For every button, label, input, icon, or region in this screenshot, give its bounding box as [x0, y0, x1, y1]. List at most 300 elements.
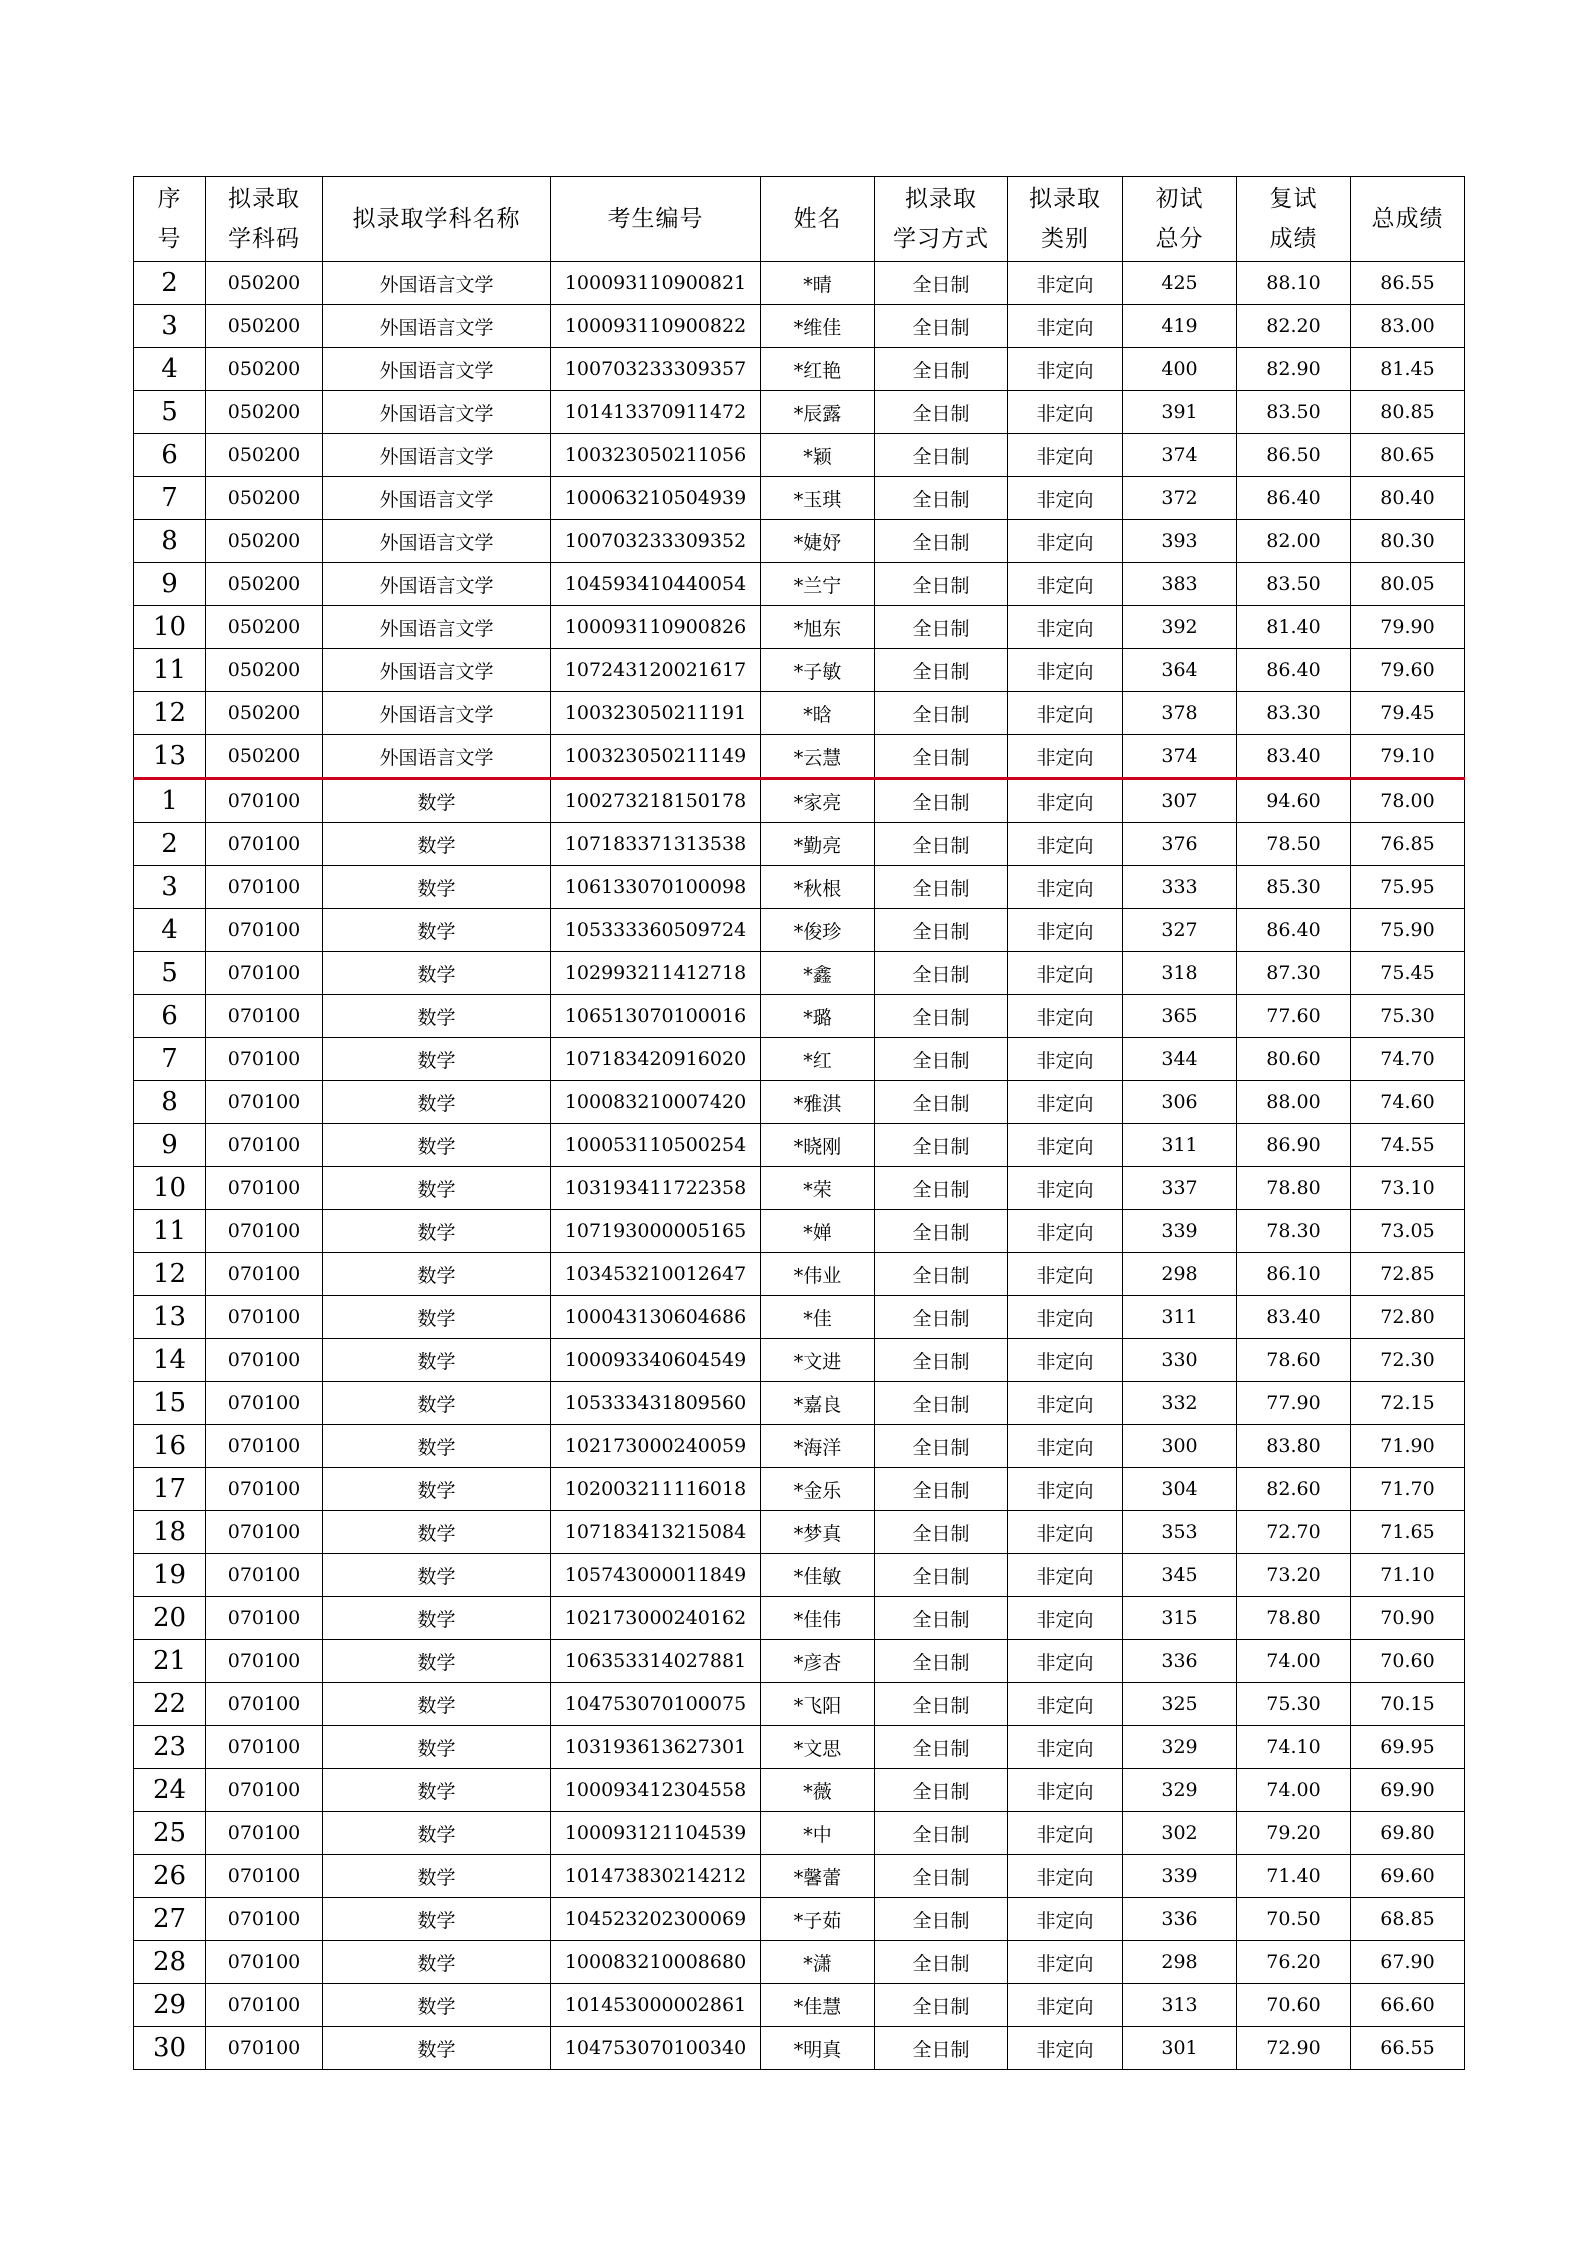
cell-candidate-id: 100063210504939 [551, 477, 761, 520]
cell-name: *维佳 [761, 305, 875, 348]
cell-prelim-score: 392 [1123, 606, 1237, 649]
cell-name: *旭东 [761, 606, 875, 649]
cell-subject-name: 外国语言文学 [323, 391, 551, 434]
header-category-line: 类别 [1041, 226, 1089, 252]
cell-candidate-id: 107183420916020 [551, 1038, 761, 1081]
cell-prelim-score: 311 [1123, 1124, 1237, 1167]
cell-prelim-score: 378 [1123, 692, 1237, 735]
cell-total-score: 79.90 [1351, 606, 1465, 649]
cell-study-mode: 全日制 [875, 823, 1008, 866]
cell-retest-score: 70.50 [1237, 1898, 1351, 1941]
cell-subject-code: 070100 [206, 1296, 323, 1339]
cell-seq: 26 [134, 1855, 206, 1898]
cell-retest-score: 83.50 [1237, 391, 1351, 434]
cell-retest-score: 86.90 [1237, 1124, 1351, 1167]
cell-total-score: 75.90 [1351, 909, 1465, 952]
cell-subject-name: 外国语言文学 [323, 477, 551, 520]
cell-candidate-id: 107193000005165 [551, 1210, 761, 1253]
cell-subject-code: 070100 [206, 1511, 323, 1554]
cell-study-mode: 全日制 [875, 1597, 1008, 1640]
header-study-mode [875, 177, 1008, 262]
cell-seq: 12 [134, 1253, 206, 1296]
cell-name: *佳慧 [761, 1984, 875, 2027]
cell-name: *家亮 [761, 779, 875, 823]
cell-subject-name: 数学 [323, 1640, 551, 1683]
cell-study-mode: 全日制 [875, 735, 1008, 779]
table-body [134, 262, 1465, 2070]
cell-retest-score: 83.80 [1237, 1425, 1351, 1468]
cell-study-mode: 全日制 [875, 1124, 1008, 1167]
cell-total-score: 69.60 [1351, 1855, 1465, 1898]
cell-candidate-id: 100703233309357 [551, 348, 761, 391]
cell-subject-code: 070100 [206, 1081, 323, 1124]
cell-subject-name: 外国语言文学 [323, 692, 551, 735]
cell-name: *晴 [761, 262, 875, 305]
cell-category: 非定向 [1008, 1124, 1123, 1167]
cell-category: 非定向 [1008, 1726, 1123, 1769]
cell-name: *子茹 [761, 1898, 875, 1941]
cell-total-score: 72.85 [1351, 1253, 1465, 1296]
cell-subject-code: 070100 [206, 1425, 323, 1468]
cell-subject-name: 外国语言文学 [323, 606, 551, 649]
cell-category: 非定向 [1008, 1468, 1123, 1511]
cell-prelim-score: 300 [1123, 1425, 1237, 1468]
header-prelim-score-line: 初试 [1155, 186, 1204, 212]
cell-seq: 6 [134, 995, 206, 1038]
cell-name: *伟业 [761, 1253, 875, 1296]
cell-category: 非定向 [1008, 866, 1123, 909]
cell-retest-score: 79.20 [1237, 1812, 1351, 1855]
cell-study-mode: 全日制 [875, 1898, 1008, 1941]
cell-subject-code: 050200 [206, 735, 323, 779]
cell-seq: 5 [134, 391, 206, 434]
header-candidate-id [551, 177, 761, 262]
cell-prelim-score: 315 [1123, 1597, 1237, 1640]
cell-study-mode: 全日制 [875, 1640, 1008, 1683]
cell-name: *红艳 [761, 348, 875, 391]
cell-subject-code: 070100 [206, 1855, 323, 1898]
cell-subject-name: 数学 [323, 909, 551, 952]
cell-study-mode: 全日制 [875, 1855, 1008, 1898]
cell-seq: 10 [134, 1167, 206, 1210]
header-row [134, 177, 1465, 262]
cell-subject-name: 外国语言文学 [323, 520, 551, 563]
cell-retest-score: 82.60 [1237, 1468, 1351, 1511]
cell-seq: 23 [134, 1726, 206, 1769]
cell-subject-name: 外国语言文学 [323, 305, 551, 348]
cell-subject-name: 数学 [323, 1253, 551, 1296]
table-row [134, 1167, 1465, 1210]
cell-category: 非定向 [1008, 1683, 1123, 1726]
table-row [134, 1640, 1465, 1683]
cell-total-score: 71.65 [1351, 1511, 1465, 1554]
cell-category: 非定向 [1008, 735, 1123, 779]
cell-category: 非定向 [1008, 1081, 1123, 1124]
cell-subject-code: 070100 [206, 1683, 323, 1726]
cell-prelim-score: 318 [1123, 952, 1237, 995]
cell-retest-score: 86.50 [1237, 434, 1351, 477]
cell-subject-name: 数学 [323, 1812, 551, 1855]
cell-category: 非定向 [1008, 348, 1123, 391]
cell-prelim-score: 353 [1123, 1511, 1237, 1554]
cell-prelim-score: 333 [1123, 866, 1237, 909]
cell-seq: 30 [134, 2027, 206, 2070]
table-row [134, 1124, 1465, 1167]
table-row [134, 1339, 1465, 1382]
cell-category: 非定向 [1008, 1296, 1123, 1339]
cell-category: 非定向 [1008, 1425, 1123, 1468]
table-row [134, 262, 1465, 305]
cell-category: 非定向 [1008, 779, 1123, 823]
cell-subject-code: 050200 [206, 391, 323, 434]
cell-subject-name: 数学 [323, 1984, 551, 2027]
cell-candidate-id: 100093110900826 [551, 606, 761, 649]
header-retest-score [1237, 177, 1351, 262]
cell-total-score: 81.45 [1351, 348, 1465, 391]
cell-prelim-score: 330 [1123, 1339, 1237, 1382]
cell-candidate-id: 100323050211191 [551, 692, 761, 735]
cell-study-mode: 全日制 [875, 1210, 1008, 1253]
table-row [134, 1554, 1465, 1597]
table-row [134, 952, 1465, 995]
table-row [134, 391, 1465, 434]
cell-total-score: 66.60 [1351, 1984, 1465, 2027]
cell-prelim-score: 425 [1123, 262, 1237, 305]
cell-seq: 11 [134, 1210, 206, 1253]
cell-subject-name: 外国语言文学 [323, 649, 551, 692]
cell-name: *婕妤 [761, 520, 875, 563]
cell-total-score: 73.10 [1351, 1167, 1465, 1210]
header-subject-name-line: 拟录取学科名称 [352, 206, 521, 232]
cell-name: *俊珍 [761, 909, 875, 952]
cell-candidate-id: 102173000240162 [551, 1597, 761, 1640]
cell-category: 非定向 [1008, 823, 1123, 866]
cell-name: *馨蕾 [761, 1855, 875, 1898]
cell-seq: 11 [134, 649, 206, 692]
cell-seq: 28 [134, 1941, 206, 1984]
header-subject-code-line: 学科码 [228, 226, 300, 252]
cell-seq: 3 [134, 305, 206, 348]
cell-name: *潇 [761, 1941, 875, 1984]
cell-name: *荣 [761, 1167, 875, 1210]
cell-prelim-score: 400 [1123, 348, 1237, 391]
cell-seq: 7 [134, 1038, 206, 1081]
cell-candidate-id: 101473830214212 [551, 1855, 761, 1898]
cell-candidate-id: 105743000011849 [551, 1554, 761, 1597]
cell-retest-score: 85.30 [1237, 866, 1351, 909]
cell-total-score: 80.65 [1351, 434, 1465, 477]
cell-subject-code: 070100 [206, 1941, 323, 1984]
cell-subject-code: 070100 [206, 1812, 323, 1855]
cell-candidate-id: 104753070100075 [551, 1683, 761, 1726]
cell-total-score: 83.00 [1351, 305, 1465, 348]
table-row [134, 735, 1465, 779]
cell-category: 非定向 [1008, 2027, 1123, 2070]
cell-subject-code: 070100 [206, 1769, 323, 1812]
cell-name: *璐 [761, 995, 875, 1038]
table-row [134, 606, 1465, 649]
cell-category: 非定向 [1008, 1855, 1123, 1898]
cell-candidate-id: 105333431809560 [551, 1382, 761, 1425]
cell-study-mode: 全日制 [875, 779, 1008, 823]
cell-subject-name: 数学 [323, 779, 551, 823]
cell-total-score: 69.95 [1351, 1726, 1465, 1769]
cell-candidate-id: 104593410440054 [551, 563, 761, 606]
cell-subject-code: 070100 [206, 1038, 323, 1081]
cell-retest-score: 78.80 [1237, 1167, 1351, 1210]
table-row [134, 1382, 1465, 1425]
cell-retest-score: 80.60 [1237, 1038, 1351, 1081]
cell-retest-score: 72.90 [1237, 2027, 1351, 2070]
cell-subject-code: 070100 [206, 1726, 323, 1769]
cell-category: 非定向 [1008, 434, 1123, 477]
cell-candidate-id: 100093110900822 [551, 305, 761, 348]
header-prelim-score [1123, 177, 1237, 262]
cell-total-score: 79.60 [1351, 649, 1465, 692]
cell-subject-code: 070100 [206, 1468, 323, 1511]
cell-study-mode: 全日制 [875, 1511, 1008, 1554]
cell-category: 非定向 [1008, 909, 1123, 952]
cell-retest-score: 87.30 [1237, 952, 1351, 995]
cell-seq: 19 [134, 1554, 206, 1597]
cell-subject-code: 070100 [206, 1382, 323, 1425]
cell-prelim-score: 337 [1123, 1167, 1237, 1210]
cell-prelim-score: 298 [1123, 1941, 1237, 1984]
cell-subject-name: 数学 [323, 1081, 551, 1124]
table-row [134, 1683, 1465, 1726]
cell-seq: 7 [134, 477, 206, 520]
cell-seq: 9 [134, 1124, 206, 1167]
cell-prelim-score: 329 [1123, 1769, 1237, 1812]
cell-total-score: 75.30 [1351, 995, 1465, 1038]
cell-seq: 4 [134, 348, 206, 391]
cell-retest-score: 82.90 [1237, 348, 1351, 391]
cell-name: *颖 [761, 434, 875, 477]
cell-study-mode: 全日制 [875, 1554, 1008, 1597]
cell-subject-name: 外国语言文学 [323, 735, 551, 779]
cell-subject-code: 070100 [206, 909, 323, 952]
table-row [134, 866, 1465, 909]
cell-name: *梦真 [761, 1511, 875, 1554]
cell-study-mode: 全日制 [875, 1339, 1008, 1382]
cell-total-score: 66.55 [1351, 2027, 1465, 2070]
cell-name: *明真 [761, 2027, 875, 2070]
header-subject-name [323, 177, 551, 262]
cell-seq: 12 [134, 692, 206, 735]
cell-total-score: 74.55 [1351, 1124, 1465, 1167]
cell-seq: 2 [134, 262, 206, 305]
cell-candidate-id: 102173000240059 [551, 1425, 761, 1468]
cell-total-score: 69.90 [1351, 1769, 1465, 1812]
cell-total-score: 80.85 [1351, 391, 1465, 434]
cell-total-score: 75.95 [1351, 866, 1465, 909]
cell-candidate-id: 103193411722358 [551, 1167, 761, 1210]
table-row [134, 779, 1465, 823]
cell-total-score: 80.40 [1351, 477, 1465, 520]
cell-study-mode: 全日制 [875, 434, 1008, 477]
cell-total-score: 72.15 [1351, 1382, 1465, 1425]
cell-subject-name: 数学 [323, 1726, 551, 1769]
cell-study-mode: 全日制 [875, 1425, 1008, 1468]
table-row [134, 692, 1465, 735]
cell-prelim-score: 376 [1123, 823, 1237, 866]
cell-seq: 3 [134, 866, 206, 909]
cell-retest-score: 86.10 [1237, 1253, 1351, 1296]
cell-category: 非定向 [1008, 1038, 1123, 1081]
cell-total-score: 71.90 [1351, 1425, 1465, 1468]
cell-candidate-id: 100083210008680 [551, 1941, 761, 1984]
cell-subject-code: 050200 [206, 520, 323, 563]
cell-retest-score: 76.20 [1237, 1941, 1351, 1984]
cell-prelim-score: 374 [1123, 434, 1237, 477]
table-row [134, 823, 1465, 866]
cell-subject-code: 070100 [206, 1124, 323, 1167]
cell-study-mode: 全日制 [875, 262, 1008, 305]
cell-prelim-score: 301 [1123, 2027, 1237, 2070]
cell-subject-name: 外国语言文学 [323, 434, 551, 477]
cell-subject-code: 070100 [206, 1898, 323, 1941]
cell-name: *金乐 [761, 1468, 875, 1511]
cell-subject-code: 070100 [206, 1640, 323, 1683]
cell-study-mode: 全日制 [875, 391, 1008, 434]
cell-name: *中 [761, 1812, 875, 1855]
cell-seq: 6 [134, 434, 206, 477]
cell-name: *雅淇 [761, 1081, 875, 1124]
cell-category: 非定向 [1008, 952, 1123, 995]
cell-subject-name: 数学 [323, 1554, 551, 1597]
cell-study-mode: 全日制 [875, 952, 1008, 995]
cell-subject-code: 070100 [206, 1597, 323, 1640]
cell-subject-code: 070100 [206, 2027, 323, 2070]
cell-total-score: 67.90 [1351, 1941, 1465, 1984]
cell-study-mode: 全日制 [875, 477, 1008, 520]
cell-name: *子敏 [761, 649, 875, 692]
cell-name: *婵 [761, 1210, 875, 1253]
table-row [134, 563, 1465, 606]
cell-prelim-score: 325 [1123, 1683, 1237, 1726]
table-header [134, 177, 1465, 262]
cell-total-score: 70.15 [1351, 1683, 1465, 1726]
header-study-mode-line: 学习方式 [893, 226, 989, 252]
table-row [134, 1511, 1465, 1554]
cell-retest-score: 77.60 [1237, 995, 1351, 1038]
cell-category: 非定向 [1008, 1253, 1123, 1296]
cell-seq: 17 [134, 1468, 206, 1511]
cell-retest-score: 78.80 [1237, 1597, 1351, 1640]
cell-subject-code: 050200 [206, 606, 323, 649]
cell-seq: 10 [134, 606, 206, 649]
cell-subject-code: 050200 [206, 563, 323, 606]
cell-total-score: 68.85 [1351, 1898, 1465, 1941]
cell-total-score: 79.45 [1351, 692, 1465, 735]
cell-candidate-id: 102993211412718 [551, 952, 761, 995]
header-study-mode-line: 拟录取 [905, 186, 977, 212]
header-retest-score-line: 复试 [1269, 186, 1318, 212]
cell-candidate-id: 100043130604686 [551, 1296, 761, 1339]
cell-retest-score: 78.60 [1237, 1339, 1351, 1382]
cell-total-score: 71.70 [1351, 1468, 1465, 1511]
header-category [1008, 177, 1123, 262]
table-row [134, 1855, 1465, 1898]
cell-study-mode: 全日制 [875, 2027, 1008, 2070]
cell-subject-name: 数学 [323, 1339, 551, 1382]
table-row [134, 1769, 1465, 1812]
cell-candidate-id: 104753070100340 [551, 2027, 761, 2070]
cell-study-mode: 全日制 [875, 1468, 1008, 1511]
cell-name: *彦杏 [761, 1640, 875, 1683]
cell-study-mode: 全日制 [875, 1984, 1008, 2027]
cell-seq: 25 [134, 1812, 206, 1855]
table-row [134, 1425, 1465, 1468]
header-subject-code-line: 拟录取 [228, 186, 300, 212]
cell-retest-score: 73.20 [1237, 1554, 1351, 1597]
cell-retest-score: 78.50 [1237, 823, 1351, 866]
cell-prelim-score: 364 [1123, 649, 1237, 692]
cell-candidate-id: 100093412304558 [551, 1769, 761, 1812]
cell-total-score: 78.00 [1351, 779, 1465, 823]
cell-retest-score: 86.40 [1237, 477, 1351, 520]
cell-prelim-score: 374 [1123, 735, 1237, 779]
cell-candidate-id: 107183371313538 [551, 823, 761, 866]
table-row [134, 2027, 1465, 2070]
cell-candidate-id: 103453210012647 [551, 1253, 761, 1296]
cell-study-mode: 全日制 [875, 1081, 1008, 1124]
cell-retest-score: 83.30 [1237, 692, 1351, 735]
cell-category: 非定向 [1008, 391, 1123, 434]
cell-prelim-score: 302 [1123, 1812, 1237, 1855]
cell-category: 非定向 [1008, 1941, 1123, 1984]
header-total-score-line: 总成绩 [1371, 206, 1444, 232]
cell-candidate-id: 100323050211149 [551, 735, 761, 779]
table-row [134, 348, 1465, 391]
cell-prelim-score: 336 [1123, 1640, 1237, 1683]
cell-category: 非定向 [1008, 649, 1123, 692]
cell-candidate-id: 100273218150178 [551, 779, 761, 823]
cell-category: 非定向 [1008, 563, 1123, 606]
cell-retest-score: 81.40 [1237, 606, 1351, 649]
cell-category: 非定向 [1008, 1898, 1123, 1941]
cell-study-mode: 全日制 [875, 995, 1008, 1038]
cell-name: *佳伟 [761, 1597, 875, 1640]
cell-category: 非定向 [1008, 692, 1123, 735]
cell-name: *玉琪 [761, 477, 875, 520]
cell-subject-name: 数学 [323, 2027, 551, 2070]
cell-retest-score: 70.60 [1237, 1984, 1351, 2027]
cell-total-score: 71.10 [1351, 1554, 1465, 1597]
cell-candidate-id: 101413370911472 [551, 391, 761, 434]
cell-retest-score: 83.40 [1237, 735, 1351, 779]
cell-subject-name: 数学 [323, 1038, 551, 1081]
cell-retest-score: 86.40 [1237, 649, 1351, 692]
cell-seq: 8 [134, 520, 206, 563]
cell-category: 非定向 [1008, 1640, 1123, 1683]
cell-name: *文进 [761, 1339, 875, 1382]
cell-subject-name: 数学 [323, 1511, 551, 1554]
cell-seq: 21 [134, 1640, 206, 1683]
cell-category: 非定向 [1008, 520, 1123, 563]
cell-subject-name: 数学 [323, 1124, 551, 1167]
cell-candidate-id: 103193613627301 [551, 1726, 761, 1769]
cell-total-score: 80.30 [1351, 520, 1465, 563]
cell-retest-score: 72.70 [1237, 1511, 1351, 1554]
cell-candidate-id: 105333360509724 [551, 909, 761, 952]
cell-category: 非定向 [1008, 1511, 1123, 1554]
cell-candidate-id: 100093340604549 [551, 1339, 761, 1382]
cell-subject-code: 070100 [206, 779, 323, 823]
cell-subject-code: 070100 [206, 1210, 323, 1253]
cell-retest-score: 88.00 [1237, 1081, 1351, 1124]
cell-prelim-score: 307 [1123, 779, 1237, 823]
